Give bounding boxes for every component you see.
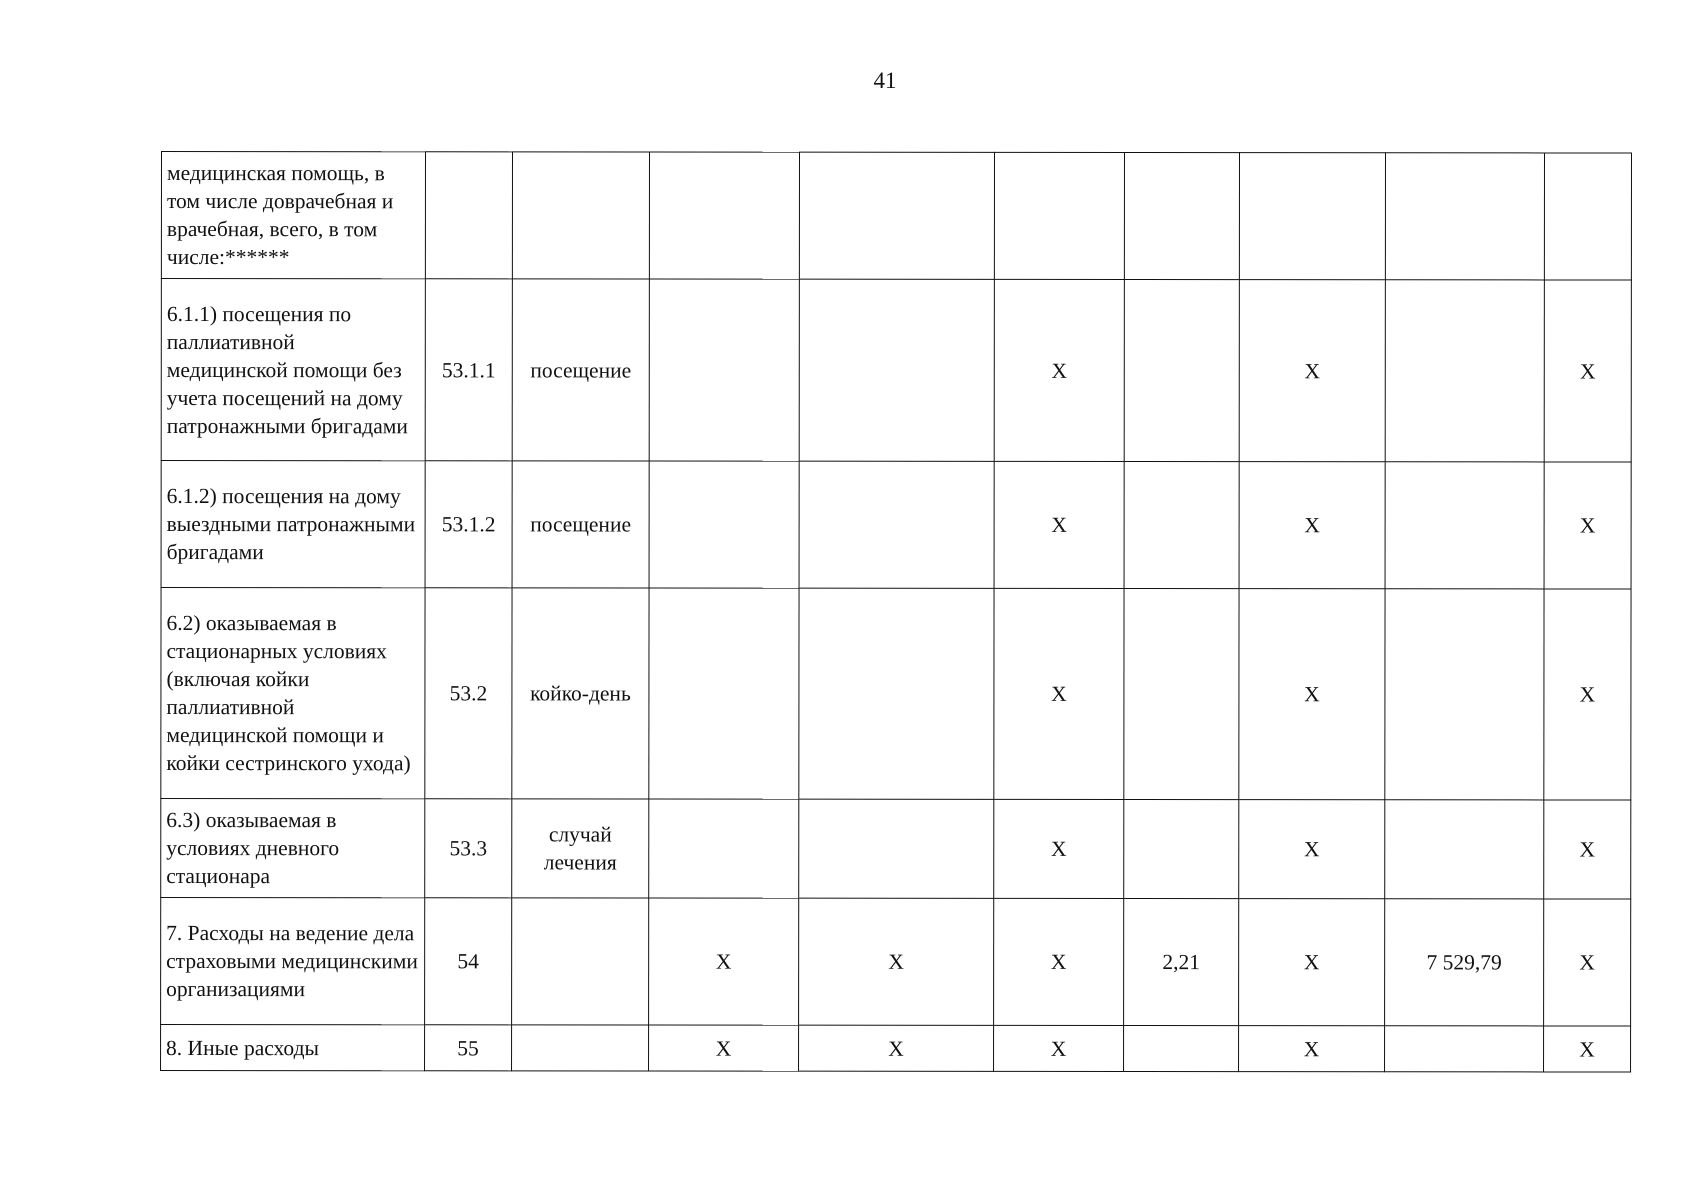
value-cell: [1385, 589, 1544, 800]
value-cell: X: [994, 279, 1124, 461]
value-cell: [649, 799, 799, 898]
value-cell: X: [1544, 589, 1631, 800]
value-cell: [799, 279, 994, 461]
value-cell: X: [1544, 800, 1631, 899]
row-code-cell: 55: [425, 1025, 512, 1071]
value-cell: X: [994, 898, 1124, 1025]
value-cell: [649, 152, 799, 279]
value-cell: X: [994, 1025, 1124, 1071]
value-cell: X: [1544, 1026, 1631, 1072]
row-name-cell: медицинская помощь, в том числе доврачебная и врачебная, всего, в том числе:******: [161, 152, 425, 279]
value-cell: X: [994, 461, 1124, 588]
value-cell: [1124, 1026, 1239, 1072]
value-cell: [1124, 462, 1239, 589]
value-cell: X: [994, 799, 1124, 898]
value-cell: [994, 152, 1124, 279]
value-cell: X: [1544, 899, 1631, 1026]
row-code-cell: 53.1.2: [425, 461, 512, 588]
value-cell: [799, 588, 994, 799]
value-cell: [1124, 280, 1239, 462]
row-unit-cell: посещение: [512, 461, 649, 588]
row-name-cell: 6.1.1) посещения по паллиативной медицинской помощи без учета посещений на дому патронажными бригадами: [161, 279, 425, 461]
value-cell: X: [799, 898, 994, 1025]
table-row: [161, 461, 1631, 590]
row-code-cell: 53.3: [425, 799, 512, 898]
value-cell: X: [1239, 280, 1385, 462]
row-code-cell: 53.1.1: [425, 279, 512, 461]
table-row: [161, 152, 1631, 281]
value-cell: [799, 152, 994, 279]
table-row: [161, 1025, 1631, 1073]
financing-table: [160, 151, 1632, 1073]
value-cell: X: [649, 1025, 799, 1071]
row-unit-cell: [512, 152, 649, 279]
value-cell: [649, 588, 799, 799]
row-unit-cell: [512, 1025, 649, 1071]
value-cell: [1124, 153, 1239, 280]
row-unit-cell: [512, 898, 649, 1025]
row-code-cell: 54: [425, 898, 512, 1025]
value-cell: [649, 279, 799, 461]
row-unit-cell: случай лечения: [512, 799, 649, 898]
row-unit-cell: койко-день: [512, 588, 649, 799]
row-unit-cell: посещение: [512, 279, 649, 461]
row-code-cell: 53.2: [425, 588, 512, 799]
value-cell: X: [1239, 589, 1385, 800]
value-cell: X: [994, 588, 1124, 799]
value-cell: [799, 799, 994, 898]
value-cell: [1124, 800, 1239, 899]
value-cell: X: [1544, 280, 1631, 462]
value-cell: X: [1239, 1026, 1385, 1072]
value-cell: X: [1544, 462, 1631, 589]
row-name-cell: 6.2) оказываемая в стационарных условиях (включая койки паллиативной медицинской помощи и койки сестринского ухода): [161, 588, 425, 799]
table-row: [161, 279, 1631, 463]
value-cell: X: [1239, 899, 1385, 1026]
value-cell: 7 529,79: [1385, 899, 1544, 1026]
value-cell: [1124, 589, 1239, 800]
value-cell: X: [1239, 462, 1385, 589]
value-cell: [1385, 800, 1544, 899]
row-name-cell: 6.3) оказываемая в условиях дневного стационара: [161, 799, 425, 898]
value-cell: [1385, 153, 1544, 280]
value-cell: 2,21: [1124, 899, 1239, 1026]
value-cell: [799, 461, 994, 588]
value-cell: [649, 461, 799, 588]
row-name-cell: 7. Расходы на ведение дела страховыми медицинскими организациями: [161, 898, 425, 1025]
value-cell: X: [799, 1025, 994, 1071]
value-cell: [1385, 1026, 1544, 1072]
row-name-cell: 8. Иные расходы: [161, 1025, 425, 1071]
value-cell: [1544, 153, 1631, 280]
row-code-cell: [425, 152, 512, 279]
value-cell: [1239, 153, 1385, 280]
table-row: [161, 588, 1631, 801]
table-row: [161, 898, 1631, 1027]
page-number: 41: [873, 68, 897, 93]
table-row: [161, 799, 1631, 900]
value-cell: X: [1239, 800, 1385, 899]
value-cell: [1385, 462, 1544, 589]
value-cell: X: [649, 898, 799, 1025]
value-cell: [1385, 280, 1544, 462]
row-name-cell: 6.1.2) посещения на дому выездными патронажными бригадами: [161, 461, 425, 588]
